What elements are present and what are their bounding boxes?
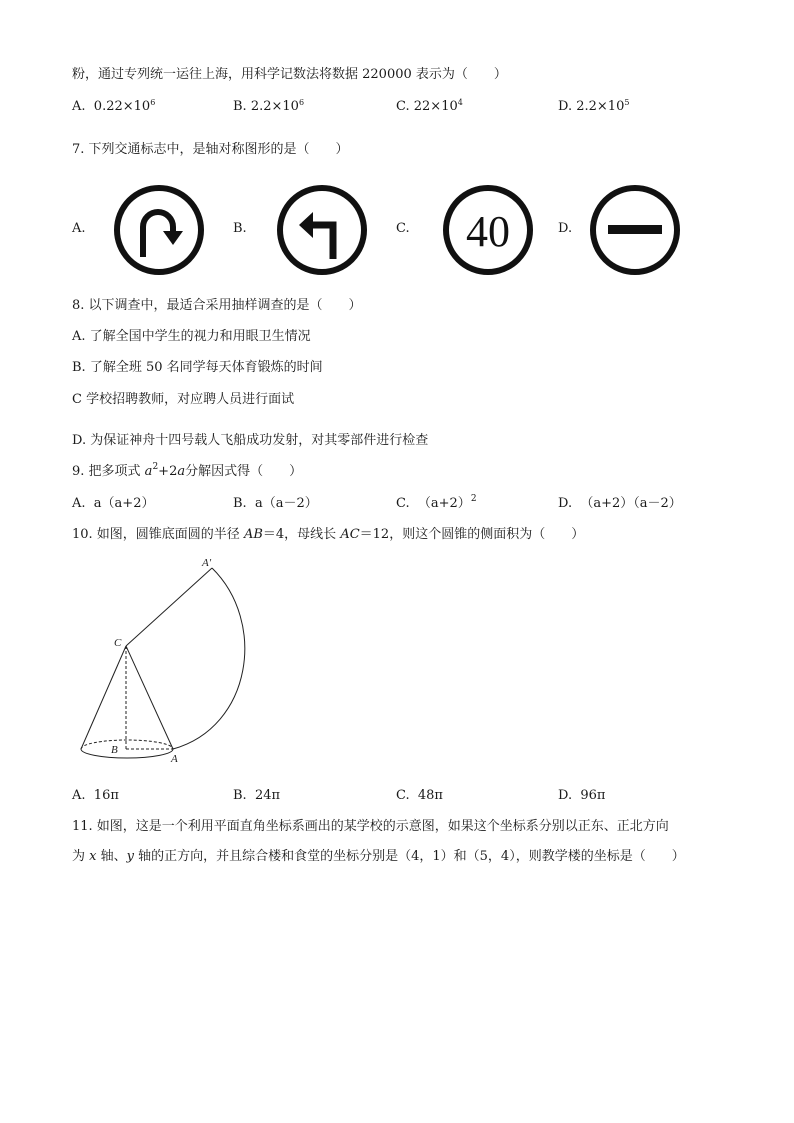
q9-option-b: B. a（a－2）: [233, 496, 318, 511]
q8-option-d: D. 为保证神舟十四号载人飞船成功发射，对其零部件进行检查: [72, 433, 429, 448]
q9-option-a: A. a（a+2）: [72, 496, 155, 511]
q6-option-d: D. $2.2\times 10^5$: [558, 98, 630, 114]
q7-letter-d: D.: [558, 221, 573, 236]
q10-option-d: D. 96π: [558, 788, 606, 803]
q8-option-a: A. 了解全国中学生的视力和用眼卫生情况: [72, 329, 311, 344]
q7-letter-c: C.: [396, 221, 410, 236]
speed-limit-sign-icon: [441, 183, 535, 277]
no-entry-sign-icon: [588, 183, 682, 277]
q10-option-c: C. 48π: [396, 788, 443, 803]
q6-option-a: A. $0.22\times 10^6$: [72, 98, 156, 114]
q9-stem: 9. 把多项式 $a^2+2a$分解因式得（ ）: [72, 462, 303, 479]
q8-option-b: B. 了解全班 50 名同学每天体育锻炼的时间: [72, 360, 323, 375]
q10-option-b: B. 24π: [233, 788, 281, 803]
q6-stem: 粉，通过专列统一运往上海，用科学记数法将数据 220000 表示为（ ）: [72, 67, 507, 82]
label-a: A: [171, 753, 178, 765]
cone-diagram: [72, 552, 252, 774]
q8-stem: 8. 以下调查中，最适合采用抽样调查的是（ ）: [72, 298, 362, 313]
q7-stem: 7. 下列交通标志中，是轴对称图形的是（ ）: [72, 142, 349, 157]
left-turn-sign-icon: [275, 183, 369, 277]
q10-option-a: A. 16π: [72, 788, 119, 803]
label-b: B: [111, 744, 118, 756]
q11-line-1: 11. 如图，这是一个利用平面直角坐标系画出的某学校的示意图，如果这个坐标系分别以正东、正北方向: [72, 819, 669, 834]
label-a-prime: A′: [202, 557, 212, 569]
q9-option-d: D. （a+2）（a－2）: [558, 496, 682, 511]
label-c: C: [114, 637, 122, 649]
q8-option-c: C 学校招聘教师，对应聘人员进行面试: [72, 392, 295, 407]
q10-stem: 10. 如图，圆锥底面圆的半径 AB＝4，母线长 AC＝12，则这个圆锥的侧面积为（ ）: [72, 527, 585, 542]
q7-letter-b: B.: [233, 221, 247, 236]
q9-option-c: C. $(a+2)^2$: [396, 494, 477, 511]
q6-option-b: B. $2.2\times 10^6$: [233, 98, 305, 114]
q6-option-c: C. $22\times 10^4$: [396, 98, 463, 114]
speed-limit-value: 40: [466, 207, 510, 256]
q7-letter-a: A.: [72, 221, 86, 236]
q11-line-2: 为 x 轴、y 轴的正方向，并且综合楼和食堂的坐标分别是（4，1）和（5，4），则教学楼的坐标是（ ）: [72, 849, 685, 864]
u-turn-sign-icon: [112, 183, 206, 277]
